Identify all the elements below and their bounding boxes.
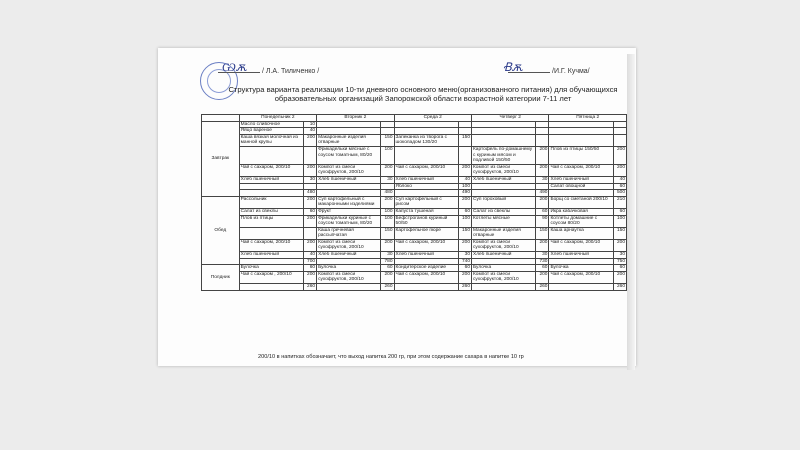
- left-signature: Ѡѫ: [222, 60, 247, 74]
- dish-name: Макаронные изделия отварные: [472, 227, 536, 239]
- total-spacer: [394, 284, 458, 291]
- total-weight: 480: [381, 190, 394, 197]
- portion-weight: 30: [303, 176, 316, 183]
- portion-weight: 200: [381, 164, 394, 176]
- day-header: Пятница 2: [549, 115, 627, 122]
- dish-name: [472, 134, 536, 146]
- dish-name: [239, 146, 303, 164]
- dish-name: Хлеб пшеничный: [549, 176, 613, 183]
- portion-weight: 40: [303, 128, 316, 135]
- portion-weight: 60: [458, 208, 471, 215]
- portion-weight: 200: [536, 146, 549, 164]
- portion-weight: 200: [536, 196, 549, 208]
- portion-weight: 200: [303, 164, 316, 176]
- portion-weight: 60: [303, 208, 316, 215]
- total-row: [202, 284, 627, 291]
- portion-weight: 150: [381, 134, 394, 146]
- portion-weight: [536, 121, 549, 128]
- portion-weight: 30: [381, 176, 394, 183]
- dish-name: [394, 128, 458, 135]
- total-weight: 260: [536, 284, 549, 291]
- portion-weight: [613, 121, 626, 128]
- portion-weight: 200: [303, 196, 316, 208]
- menu-row: [202, 121, 627, 128]
- dish-name: Компот из смеси сухофруктов, 200/10: [317, 239, 381, 251]
- dish-name: Салат овощной: [549, 183, 613, 190]
- portion-weight: 100: [381, 215, 394, 227]
- dish-name: Компот из смеси сухофруктов, 200/10: [317, 164, 381, 176]
- dish-name: Фрикадельки куриные с соусом томатным, 80/20: [317, 215, 381, 227]
- portion-weight: 200: [303, 215, 316, 227]
- dish-name: Хлеб пшеничный: [317, 176, 381, 183]
- dish-name: [317, 121, 381, 128]
- left-signatory: [218, 66, 319, 75]
- portion-weight: 60: [536, 208, 549, 215]
- dish-name: Кондитерское изделие: [394, 265, 458, 272]
- portion-weight: 150: [458, 134, 471, 146]
- menu-row: [202, 271, 627, 283]
- total-weight: 260: [303, 284, 316, 291]
- total-spacer: [472, 284, 536, 291]
- day-header: Четверг 2: [472, 115, 549, 122]
- dish-name: Каша арнаутка: [549, 227, 613, 239]
- total-weight: 740: [458, 258, 471, 265]
- menu-row: [202, 239, 627, 251]
- total-weight: 260: [381, 284, 394, 291]
- dish-name: Макаронные изделия отварные: [317, 134, 381, 146]
- meal-label: Полдник: [202, 265, 240, 290]
- dish-name: Хлеб пшеничный: [472, 252, 536, 259]
- menu-row: [202, 208, 627, 215]
- dish-name: Булочка: [317, 265, 381, 272]
- portion-weight: 60: [303, 265, 316, 272]
- portion-weight: 200: [458, 271, 471, 283]
- menu-row: [202, 196, 627, 208]
- total-spacer: [549, 190, 613, 197]
- total-weight: 260: [458, 284, 471, 291]
- total-spacer: [472, 258, 536, 265]
- dish-name: [549, 134, 613, 146]
- portion-weight: 150: [458, 227, 471, 239]
- total-weight: 730: [536, 258, 549, 265]
- meal-label: Завтрак: [202, 121, 240, 196]
- dish-name: Хлеб пшеничный: [239, 176, 303, 183]
- portion-weight: 100: [381, 208, 394, 215]
- dish-name: [472, 183, 536, 190]
- dish-name: [549, 128, 613, 135]
- dish-name: Булочка: [239, 265, 303, 272]
- portion-weight: [303, 227, 316, 239]
- day-header: Вторник 2: [317, 115, 394, 122]
- portion-weight: 100: [458, 215, 471, 227]
- dish-name: Чай с сахаром, 200/10: [239, 164, 303, 176]
- dish-name: Суп картофельный с рисом: [394, 196, 458, 208]
- right-signatory: [508, 66, 590, 75]
- portion-weight: 100: [458, 183, 471, 190]
- meal-label: Обед: [202, 196, 240, 265]
- total-weight: 260: [613, 284, 626, 291]
- portion-weight: [381, 121, 394, 128]
- dish-name: Чай с сахаром, 200/10: [239, 239, 303, 251]
- dish-name: Каша гречневая рассыпчатая: [317, 227, 381, 239]
- menu-table: [201, 114, 627, 291]
- portion-weight: 40: [613, 176, 626, 183]
- portion-weight: 100: [381, 146, 394, 164]
- portion-weight: [303, 146, 316, 164]
- portion-weight: [381, 183, 394, 190]
- portion-weight: 200: [458, 196, 471, 208]
- total-spacer: [394, 258, 458, 265]
- total-spacer: [472, 190, 536, 197]
- page-edge-shadow: [627, 54, 635, 370]
- portion-weight: 60: [536, 265, 549, 272]
- total-weight: 490: [458, 190, 471, 197]
- dish-name: Суп картофельный с макаронными изделиями: [317, 196, 381, 208]
- menu-table-body: [202, 121, 627, 290]
- dish-name: Рассольник: [239, 196, 303, 208]
- total-spacer: [394, 190, 458, 197]
- menu-row: [202, 215, 627, 227]
- menu-row: [202, 128, 627, 135]
- left-signatory-name: / Л.А. Тиличенко /: [262, 68, 320, 75]
- portion-weight: 200: [303, 134, 316, 146]
- menu-row: [202, 183, 627, 190]
- portion-weight: 200: [613, 164, 626, 176]
- portion-weight: [381, 128, 394, 135]
- dish-name: Плов из птицы 150/50: [549, 146, 613, 164]
- total-weight: 490: [536, 190, 549, 197]
- portion-weight: 200: [458, 239, 471, 251]
- dish-name: Хлеб пшеничный: [472, 176, 536, 183]
- portion-weight: [536, 128, 549, 135]
- dish-name: Компот из смеси сухофруктов, 200/10: [317, 271, 381, 283]
- dish-name: Компот из смеси сухофруктов, 200/10: [472, 271, 536, 283]
- dish-name: Компот из смеси сухофруктов, 200/10: [472, 164, 536, 176]
- dish-name: Чай с сахаром, 200/10: [549, 271, 613, 283]
- total-spacer: [239, 284, 303, 291]
- dish-name: [239, 227, 303, 239]
- right-signature: Ꞗѫ: [503, 60, 523, 74]
- dish-name: Борщ со сметаной 200/10: [549, 196, 613, 208]
- menu-row: [202, 227, 627, 239]
- menu-row: [202, 265, 627, 272]
- dish-name: Картофельное пюре: [394, 227, 458, 239]
- dish-name: Чай с сахаром, 200/10: [549, 239, 613, 251]
- portion-weight: 40: [303, 252, 316, 259]
- total-spacer: [549, 258, 613, 265]
- total-spacer: [239, 258, 303, 265]
- dish-name: [472, 121, 536, 128]
- portion-weight: 60: [381, 265, 394, 272]
- portion-weight: [536, 134, 549, 146]
- dish-name: Хлеб пшеничный: [549, 252, 613, 259]
- total-weight: 750: [613, 258, 626, 265]
- dish-name: [317, 183, 381, 190]
- dish-name: Чай с сахаром , 200/10: [239, 271, 303, 283]
- dish-name: Булочка: [549, 265, 613, 272]
- portion-weight: 200: [536, 164, 549, 176]
- portion-weight: 60: [458, 265, 471, 272]
- dish-name: Фрикадельки мясные с соусом томатным, 80/20: [317, 146, 381, 164]
- dish-name: Салат из свеклы: [472, 208, 536, 215]
- portion-weight: 200: [458, 164, 471, 176]
- dish-name: Яблоко: [394, 183, 458, 190]
- dish-name: [472, 128, 536, 135]
- menu-row: [202, 134, 627, 146]
- footnote: 200/10 в напитках обозначает, что выход напитка 200 гр, при этом содержание сахара в напитке 10 гр: [258, 354, 524, 360]
- dish-name: Хлеб пшеничный: [394, 176, 458, 183]
- dish-name: Каша вязкая молочная из манной крупы: [239, 134, 303, 146]
- portion-weight: [458, 146, 471, 164]
- portion-weight: 210: [613, 196, 626, 208]
- dish-name: Хлеб пшеничный: [317, 252, 381, 259]
- portion-weight: 30: [536, 176, 549, 183]
- portion-weight: 200: [536, 271, 549, 283]
- portion-weight: 40: [458, 176, 471, 183]
- total-spacer: [549, 284, 613, 291]
- portion-weight: 30: [536, 252, 549, 259]
- dish-name: Капуста тушеная: [394, 208, 458, 215]
- document-title: Структура варианта реализации 10-ти дневного основного меню(организованного питания) для обучающихся образовательных организаций Запорожской области возрастной категории 7-11 лет: [228, 85, 618, 103]
- portion-weight: [458, 121, 471, 128]
- dish-name: [394, 121, 458, 128]
- total-spacer: [317, 284, 381, 291]
- dish-name: [317, 128, 381, 135]
- menu-row: [202, 176, 627, 183]
- portion-weight: 60: [613, 183, 626, 190]
- portion-weight: 200: [613, 239, 626, 251]
- portion-weight: [613, 128, 626, 135]
- right-signatory-name: /И.Г. Кучма/: [552, 68, 590, 75]
- portion-weight: 60: [613, 208, 626, 215]
- dish-name: Икра кабачковая: [549, 208, 613, 215]
- portion-weight: 200: [613, 271, 626, 283]
- portion-weight: 30: [381, 252, 394, 259]
- portion-weight: 150: [381, 227, 394, 239]
- total-spacer: [317, 190, 381, 197]
- dish-name: Чай с сахаром, 200/10: [394, 239, 458, 251]
- dish-name: Компот из смеси сухофруктов, 200/10: [472, 239, 536, 251]
- total-weight: 780: [381, 258, 394, 265]
- portion-weight: [613, 134, 626, 146]
- day-header-row: [202, 115, 627, 122]
- portion-weight: [303, 183, 316, 190]
- total-row: [202, 258, 627, 265]
- day-header: Среда 2: [394, 115, 471, 122]
- dish-name: Яйцо вареное: [239, 128, 303, 135]
- dish-name: Булочка: [472, 265, 536, 272]
- dish-name: Запеканка из творога с шоколадом 130/20: [394, 134, 458, 146]
- menu-row: [202, 164, 627, 176]
- dish-name: Чай с сахаром, 200/10: [394, 271, 458, 283]
- dish-name: Масло сливочное: [239, 121, 303, 128]
- portion-weight: [458, 128, 471, 135]
- dish-name: Суп гороховый: [472, 196, 536, 208]
- dish-name: Бефстроганов куриный 50/50: [394, 215, 458, 227]
- dish-name: Картофель по-домашнему с куриным мясом и подливой 150/50: [472, 146, 536, 164]
- portion-weight: 60: [613, 265, 626, 272]
- portion-weight: 150: [613, 227, 626, 239]
- portion-weight: 200: [536, 239, 549, 251]
- dish-name: [549, 121, 613, 128]
- dish-name: Котлеты мясные: [472, 215, 536, 227]
- portion-weight: 200: [303, 239, 316, 251]
- total-weight: 500: [613, 190, 626, 197]
- dish-name: Котлеты домашние с соусом 80/20: [549, 215, 613, 227]
- dish-name: [394, 146, 458, 164]
- dish-name: Чай с сахаром, 200/10: [549, 164, 613, 176]
- day-header: Понедельник 2: [239, 115, 316, 122]
- total-weight: 480: [303, 190, 316, 197]
- dish-name: [239, 183, 303, 190]
- total-spacer: [239, 190, 303, 197]
- portion-weight: 200: [381, 239, 394, 251]
- total-spacer: [317, 258, 381, 265]
- meal-header-cell: [202, 115, 240, 122]
- menu-row: [202, 252, 627, 259]
- portion-weight: 200: [303, 271, 316, 283]
- portion-weight: 200: [613, 146, 626, 164]
- total-row: [202, 190, 627, 197]
- portion-weight: 200: [381, 271, 394, 283]
- dish-name: Салат из свеклы: [239, 208, 303, 215]
- dish-name: Чай с сахаром, 200/10: [394, 164, 458, 176]
- dish-name: Фрукт: [317, 208, 381, 215]
- portion-weight: 200: [381, 196, 394, 208]
- portion-weight: 10: [303, 121, 316, 128]
- portion-weight: 150: [536, 227, 549, 239]
- portion-weight: 90: [536, 215, 549, 227]
- total-weight: 700: [303, 258, 316, 265]
- dish-name: Хлеб пшеничный: [239, 252, 303, 259]
- menu-row: [202, 146, 627, 164]
- portion-weight: 30: [458, 252, 471, 259]
- portion-weight: 30: [613, 252, 626, 259]
- portion-weight: [536, 183, 549, 190]
- portion-weight: 100: [613, 215, 626, 227]
- dish-name: Плов из птицы: [239, 215, 303, 227]
- dish-name: Хлеб пшеничный: [394, 252, 458, 259]
- document-page: [158, 48, 636, 366]
